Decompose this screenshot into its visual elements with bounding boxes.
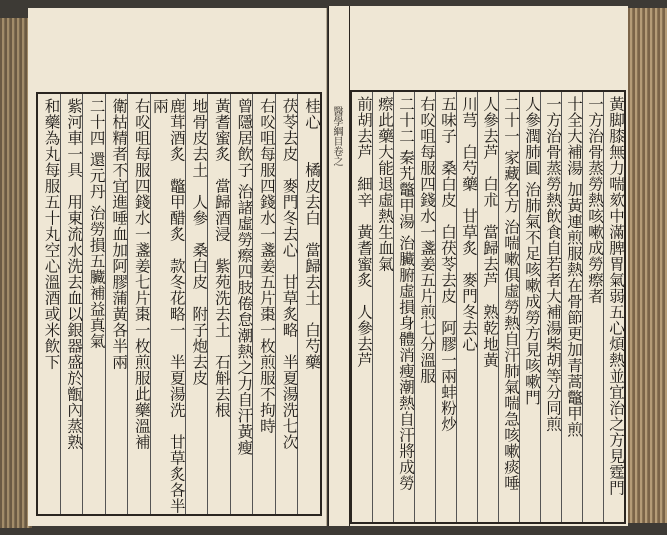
right-text-column: 二十一 家藏名方 治喘嗽俱虛勞熱自汗肺氣喘急咳嗽痰唾 [498, 92, 519, 522]
left-text-column: 曾隱居飲子 治諸虛勞瘵四肢倦怠潮熱之力自汗黃瘦 [230, 94, 253, 514]
left-text-column: 黃耆蜜炙 當歸酒浸 紫苑洗去土 石斛去根 [207, 94, 230, 514]
right-page [328, 6, 628, 526]
right-text-column: 川芎 白芍藥 甘草炙 麥門冬去心 [456, 92, 477, 522]
left-text-frame [36, 92, 322, 516]
left-text-column: 桂心 橘皮去白 當歸去土 白芍藥 [297, 94, 320, 514]
right-text-column: 黃脚膝無力喘欬中滿脾胃氣弱五心煩熱並宜治之方見霆門 [603, 92, 624, 522]
right-text-column: 一方治骨蒸勞熱咳嗽成勞瘵者 [582, 92, 603, 522]
right-text-column: 人參去芦 白朮 當歸去芦 熟乾地黃 [477, 92, 498, 522]
right-text-column: 十全大補湯 加黃連煎服熱在骨節更加青蒿鼈甲煎 [561, 92, 582, 522]
left-text-column: 衛枯精者不宜進唾血加阿膠蒲黃各半兩 [105, 94, 128, 514]
fold-margin [328, 6, 350, 526]
left-text-column: 右㕮咀每服四錢水一盞姜五片棗一枚煎服不拘時 [252, 94, 275, 514]
left-text-column: 二十四 還元丹 治勞損五臟補益真氣 [82, 94, 105, 514]
right-text-column: 二十二 秦艽鼈甲湯 治臟腑虛損身體消瘦潮熱自汗將成勞 [393, 92, 414, 522]
left-text-column: 茯苓去皮 麥門冬去心 甘草炙略 半夏湯洗七次 [275, 94, 298, 514]
right-columns [352, 92, 624, 522]
fold-title: 醫學綱目卷之 [331, 106, 342, 166]
right-text-column: 五味子 桑白皮 白茯苓去皮 阿膠一兩蚌粉炒 [435, 92, 456, 522]
right-text-column: 一方治骨蒸勞熱飲食自若者大補湯柴胡等分同煎 [540, 92, 561, 522]
left-text-column: 鹿茸酒炙 鼈甲醋炙 款冬花略一 半夏湯洗 甘草炙各半兩 [150, 94, 185, 514]
right-text-frame [350, 90, 626, 524]
right-text-column: 右㕮咀每服四錢水一盞姜五片煎七分溫服 [414, 92, 435, 522]
left-text-column: 紫河車一具 用東流水洗去血以銀器盛於甑內蒸熟 [60, 94, 83, 514]
left-page [28, 8, 327, 526]
right-text-column: 人參潤肺圓 治肺氣不足咳嗽成勞方見咳嗽門 [519, 92, 540, 522]
left-text-column: 地骨皮去土 人參 桑白皮 附子炮去皮 [185, 94, 208, 514]
right-text-column: 前胡去芦 細辛 黃耆蜜炙 人參去芦 [355, 96, 373, 368]
left-columns [38, 94, 320, 514]
left-text-column: 和藥為丸每服五十丸空心溫酒或米飲下 [42, 98, 61, 370]
page-stack-right [623, 8, 667, 523]
left-text-column: 右㕮咀每服四錢水一盞姜七片棗一枚煎服此藥溫補 [127, 94, 150, 514]
right-text-column: 瘵此藥大能退虛熱生血氣 [372, 92, 393, 522]
